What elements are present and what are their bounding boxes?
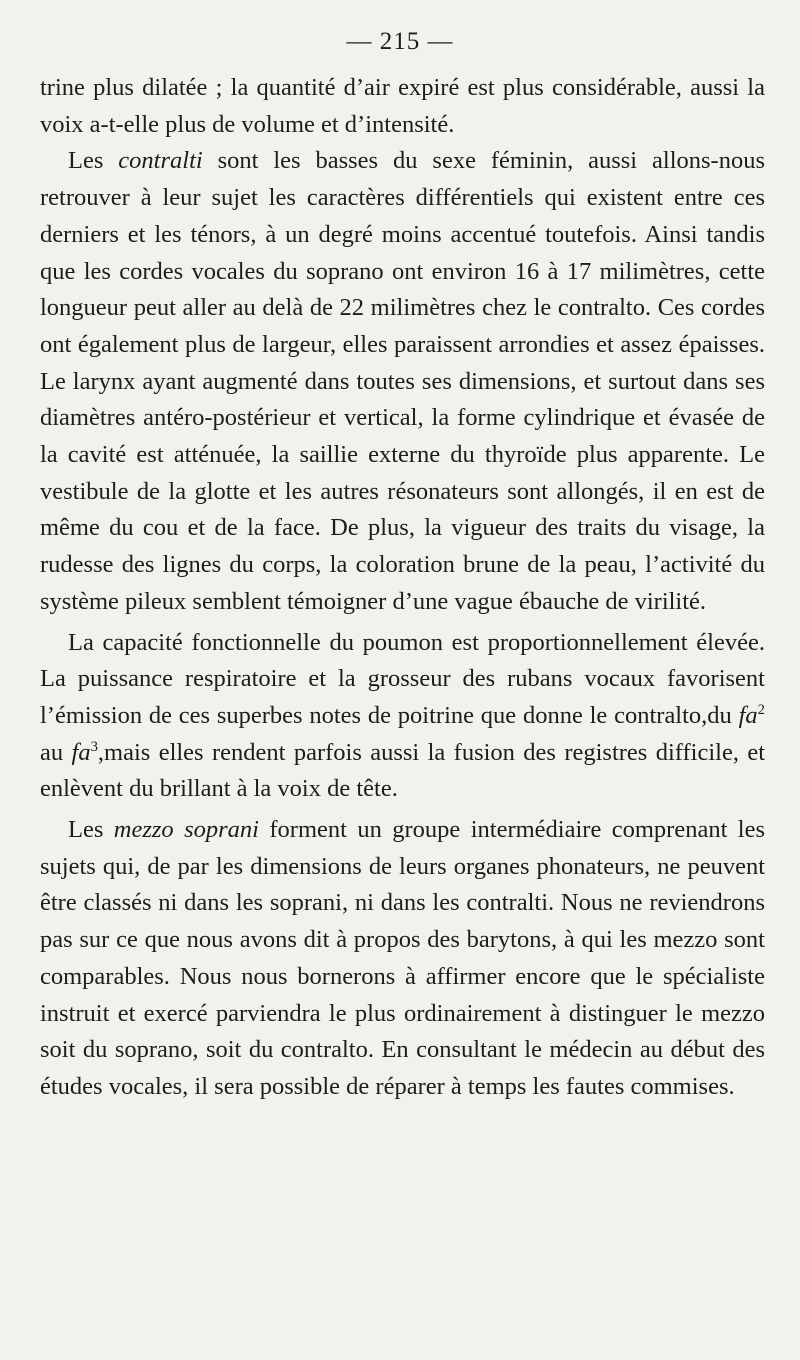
paragraph-text: Les [68, 816, 114, 844]
paragraph-text: sont les basses du sexe féminin, aussi allons-nous retrouver à leur sujet les caractères différentiels qui existent entre ces derniers et les ténors, à un degré moins accentué toutefois. Ainsi tandis que les cordes vocales du soprano ont environ 16 à 17 milimètres, cette longueur peut aller au delà de 22 milimètres chez le contralto. Ces cordes ont également plus de largeur, elles paraissent arrondies et assez épaisses. Le larynx ayant augmenté dans toutes ses dimensions, et surtout dans ses diamètres antéro-postérieur et vertical, la forme cylindrique et évasée de la cavité est atténuée, la saillie externe du thyroïde plus apparente. Le vestibule de la glotte et les autres résonateurs sont allongés, il en est de même du cou et de la face. De plus, la vigueur des traits du visage, la rudesse des lignes du corps, la coloration brune de la peau, l’activité du système pileux semblent témoigner d’une vague ébauche de virilité. [40, 147, 765, 615]
paragraph-mezzo [40, 812, 765, 1106]
paragraph-continuation [40, 70, 765, 143]
italic-term: mezzo soprani [113, 816, 259, 844]
page-number: — 215 — [346, 28, 454, 55]
paragraph-text: La capacité fonctionnelle du poumon est proportionnellement élevée. La puissance respiratoire et la grosseur des rubans vocaux favorisent l’émission de ces superbes notes de poitrine que donne le contralto,du [40, 628, 765, 729]
superscript-octave: 2 [757, 701, 765, 718]
paragraph-text: trine plus dilatée ; la quantité d’air expiré est plus considérable, aussi la voix a-t-elle plus de volume et d’intensité. [40, 74, 765, 138]
paragraph-contralti [40, 143, 765, 620]
italic-note: fa [738, 701, 758, 729]
paragraph-capacity [40, 625, 765, 809]
paragraph-text: ,mais elles rendent parfois aussi la fusion des registres difficile, et enlèvent du brillant à la voix de tête. [40, 738, 766, 803]
superscript-octave: 3 [90, 738, 98, 755]
page-body [40, 70, 765, 1106]
italic-term: contralti [118, 147, 203, 175]
paragraph-text: forment un groupe intermédiaire comprenant les sujets qui, de par les dimensions de leurs organes phonateurs, ne peuvent être classés ni dans les soprani, ni dans les contralti. Nous ne reviendrons pas sur ce que nous avons dit à propos des barytons, à qui les mezzo sont comparables. Nous nous bornerons à affirmer encore que le spécialiste instruit et exercé parviendra le plus ordinairement à distinguer le mezzo soit du soprano, soit du contralto. En consultant le médecin au début des études vocales, il sera possible de réparer à temps les fautes commises. [40, 816, 766, 1100]
paragraph-text: Les [68, 147, 119, 175]
italic-note: fa [71, 738, 91, 766]
paragraph-text: au [40, 738, 72, 766]
